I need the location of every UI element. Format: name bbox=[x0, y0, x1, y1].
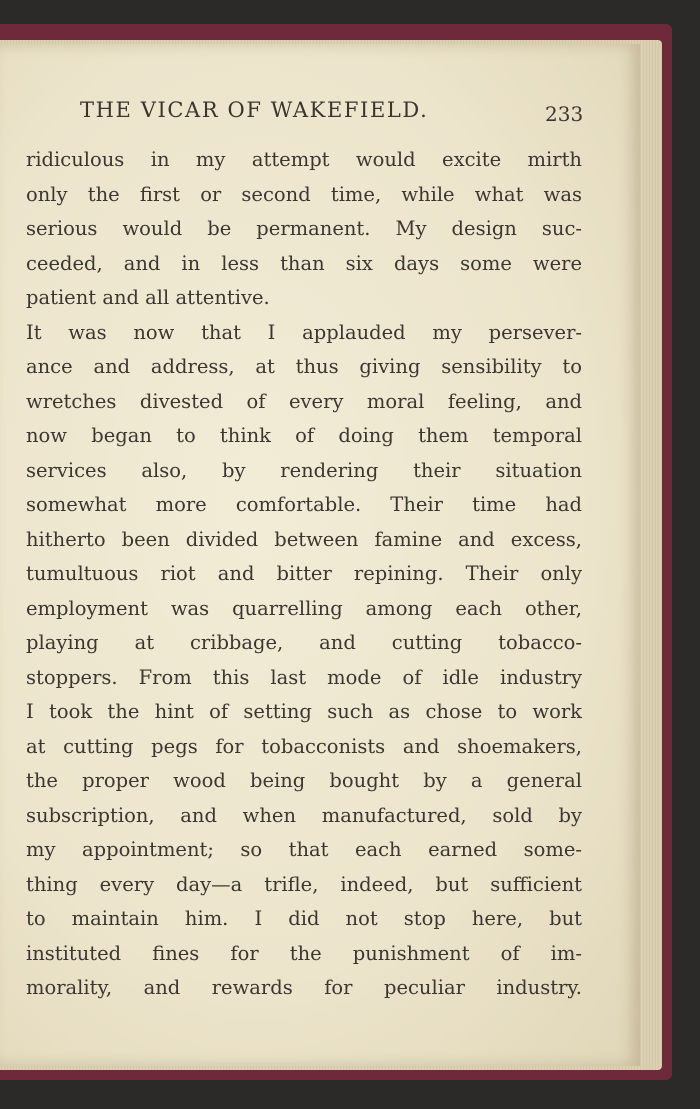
text-line: ridiculous in my attempt would excite mirth bbox=[26, 148, 582, 171]
text-line: ceeded, and in less than six days some were bbox=[26, 251, 582, 275]
text-line: patient and all attentive. bbox=[26, 286, 270, 309]
text-line: stoppers. From this last mode of idle industry bbox=[26, 665, 582, 689]
text-line: wretches divested of every moral feeling, and bbox=[26, 389, 582, 413]
text-line: my appointment; so that each earned some- bbox=[26, 838, 582, 861]
text-line: at cutting pegs for tobacconists and shoemakers, bbox=[26, 734, 582, 758]
text-line: tumultuous riot and bitter repining. Their only bbox=[26, 562, 582, 585]
text-line: subscription, and when manufactured, sold by bbox=[26, 803, 582, 827]
text-line: It was now that I applauded my persever- bbox=[26, 320, 582, 344]
text-line: the proper wood being bought by a general bbox=[26, 769, 582, 792]
text-line: only the first or second time, while what was bbox=[26, 182, 582, 206]
text-line: I took the hint of setting such as chose to work bbox=[26, 700, 582, 723]
text-line: ance and address, at thus giving sensibility to bbox=[26, 355, 582, 378]
text-line: morality, and rewards for peculiar industry. bbox=[26, 976, 582, 999]
text-line: employment was quarrelling among each other, bbox=[26, 596, 582, 620]
text-line: somewhat more comfortable. Their time had bbox=[26, 493, 582, 516]
page-header bbox=[0, 98, 640, 128]
text-line: now began to think of doing them temporal bbox=[26, 424, 582, 447]
body-text bbox=[26, 143, 582, 1006]
text-line: services also, by rendering their situation bbox=[26, 458, 582, 482]
text-line: instituted fines for the punishment of im- bbox=[26, 941, 582, 965]
running-title: THE VICAR OF WAKEFIELD. bbox=[80, 98, 429, 122]
text-line: hitherto been divided between famine and excess, bbox=[26, 527, 582, 551]
text-line: to maintain him. I did not stop here, but bbox=[26, 907, 582, 930]
page-number: 233 bbox=[545, 102, 584, 126]
text-line: playing at cribbage, and cutting tobacco- bbox=[26, 631, 582, 654]
text-line: thing every day—a trifle, indeed, but sufficient bbox=[26, 872, 582, 896]
text-line: serious would be permanent. My design suc- bbox=[26, 217, 582, 240]
